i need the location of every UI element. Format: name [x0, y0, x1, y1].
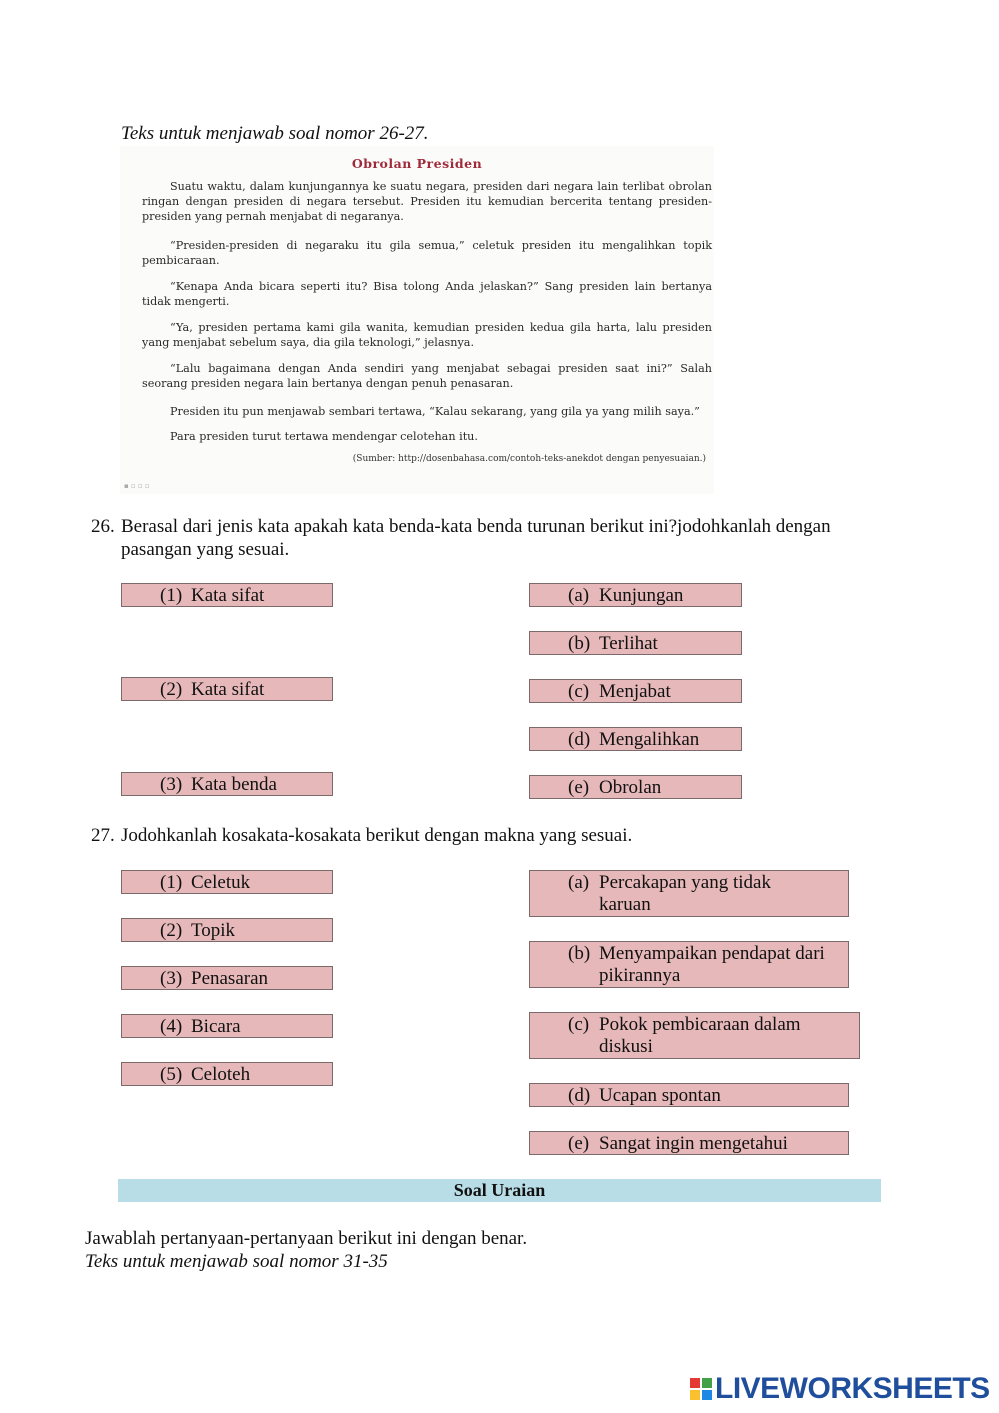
- q26-text: Berasal dari jenis kata apakah kata benda-kata benda turunan berikut ini?jodohkanlah dengan pasangan yang sesuai.: [121, 516, 831, 560]
- q26-number: 26.: [91, 516, 115, 537]
- box-text: Kunjungan: [599, 585, 684, 606]
- box-text: Celetuk: [191, 872, 251, 893]
- box-label: (2): [160, 920, 183, 941]
- q27-number: 27.: [91, 825, 115, 846]
- box-text: Celoteh: [191, 1064, 251, 1085]
- box-label: (1): [160, 585, 183, 606]
- passage-title: Obrolan Presiden: [351, 156, 483, 171]
- box-label: (1): [160, 872, 183, 893]
- instruction-text: Jawablah pertanyaan-pertanyaan berikut ini dengan benar.: [85, 1228, 528, 1249]
- q26-left-box[interactable]: [121, 677, 333, 701]
- box-label: (a): [568, 585, 590, 606]
- q27-text: Jodohkanlah kosakata-kosakata berikut dengan makna yang sesuai.: [121, 825, 633, 846]
- q27-right-box[interactable]: [529, 941, 849, 988]
- box-label: (e): [568, 1133, 590, 1154]
- box-text: Topik: [191, 920, 236, 941]
- box-label: (5): [160, 1064, 183, 1085]
- box-text: Sangat ingin mengetahui: [599, 1133, 788, 1154]
- q26-right-box[interactable]: [529, 583, 742, 607]
- q27-left-box[interactable]: [121, 870, 333, 894]
- q26-right-box[interactable]: [529, 727, 742, 751]
- box-label: (d): [568, 729, 591, 750]
- text-intro-31-35: Teks untuk menjawab soal nomor 31-35: [85, 1251, 388, 1272]
- passage-image: [120, 146, 714, 494]
- q27-left-box[interactable]: [121, 1014, 333, 1038]
- box-text: Kata benda: [191, 774, 277, 795]
- q26-left-box[interactable]: [121, 772, 333, 796]
- box-text: Terlihat: [599, 633, 658, 654]
- box-text: Ucapan spontan: [599, 1085, 721, 1106]
- logo-text: LIVEWORKSHEETS: [715, 1372, 990, 1405]
- q27-left-box[interactable]: [121, 918, 333, 942]
- passage-paragraph: Suatu waktu, dalam kunjungannya ke suatu negara, presiden dari negara lain terlibat obrolan ringan dengan presiden di negara tersebut. Presiden itu kemudian bercerita tentang presiden-presiden yang pernah menjabat di negaranya.: [142, 180, 712, 223]
- box-text: Kata sifat: [191, 679, 265, 700]
- q27-left-box[interactable]: [121, 1062, 333, 1086]
- passage-paragraph: “Presiden-presiden di negaraku itu gila semua,” celetuk presiden itu mengalihkan topik pembicaraan.: [142, 239, 712, 267]
- box-text: Pokok pembicaraan dalam diskusi: [599, 1014, 801, 1057]
- passage-paragraph: “Lalu bagaimana dengan Anda sendiri yang menjabat sebagai presiden saat ini?” Salah seorang presiden negara lain bertanya dengan penuh penasaran.: [142, 362, 712, 390]
- box-label: (2): [160, 679, 183, 700]
- passage-source: (Sumber: http://dosenbahasa.com/contoh-teks-anekdot dengan penyesuaian.): [352, 454, 706, 464]
- q27-right-box[interactable]: [529, 1083, 849, 1107]
- q27-left-box[interactable]: [121, 966, 333, 990]
- box-text: Obrolan: [599, 777, 662, 798]
- logo-grid-icon: [690, 1378, 712, 1400]
- passage-intro: Teks untuk menjawab soal nomor 26-27.: [121, 123, 429, 144]
- liveworksheets-logo: [690, 1372, 990, 1406]
- q26-left-box[interactable]: [121, 583, 333, 607]
- box-label: (3): [160, 968, 183, 989]
- box-label: (e): [568, 777, 590, 798]
- box-label: (c): [568, 1014, 590, 1035]
- box-label: (a): [568, 872, 590, 893]
- passage-paragraph: Presiden itu pun menjawab sembari tertawa, “Kalau sekarang, yang gila ya yang milih saya.”: [170, 405, 700, 418]
- q27-right-box[interactable]: [529, 870, 849, 917]
- q26-right-box[interactable]: [529, 631, 742, 655]
- q26-right-box[interactable]: [529, 775, 742, 799]
- box-label: (b): [568, 943, 591, 964]
- box-text: Menyampaikan pendapat dari pikirannya: [599, 943, 825, 986]
- q27-right-box[interactable]: [529, 1131, 849, 1155]
- box-text: Menjabat: [599, 681, 671, 702]
- box-text: Mengalihkan: [599, 729, 700, 750]
- box-text: Kata sifat: [191, 585, 265, 606]
- passage-paragraph: “Ya, presiden pertama kami gila wanita, kemudian presiden kedua gila harta, lalu presiden yang menjabat sebelum saya, dia gila teknologi,” jelasnya.: [142, 321, 712, 349]
- box-label: (4): [160, 1016, 183, 1037]
- box-label: (d): [568, 1085, 591, 1106]
- box-text: Penasaran: [191, 968, 269, 989]
- box-text: Bicara: [191, 1016, 241, 1037]
- passage-paragraph: Para presiden turut tertawa mendengar celotehan itu.: [170, 430, 478, 443]
- q26-right-box[interactable]: [529, 679, 742, 703]
- passage-paragraph: “Kenapa Anda bicara seperti itu? Bisa tolong Anda jelaskan?” Sang presiden lain bertanya tidak mengerti.: [142, 280, 712, 308]
- page-mark: ▪ ▫ ▫ ▫: [124, 482, 150, 490]
- box-label: (b): [568, 633, 591, 654]
- q27-right-box[interactable]: [529, 1012, 860, 1059]
- section-title: Soal Uraian: [118, 1179, 881, 1202]
- box-text: Percakapan yang tidak karuan: [599, 872, 771, 915]
- box-label: (c): [568, 681, 590, 702]
- box-label: (3): [160, 774, 183, 795]
